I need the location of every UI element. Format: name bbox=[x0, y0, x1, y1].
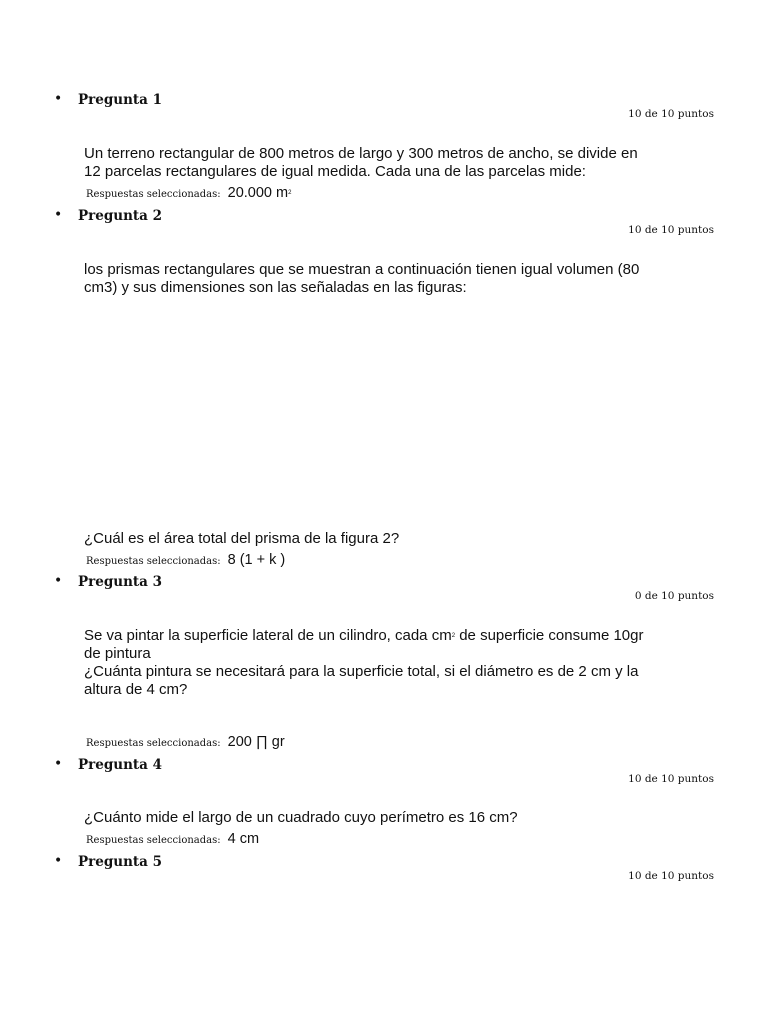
question-score: 10 de 10 puntos bbox=[628, 870, 714, 882]
superscript: 2 bbox=[288, 190, 292, 196]
bullet-icon: • bbox=[54, 91, 63, 107]
question-score: 10 de 10 puntos bbox=[628, 773, 714, 785]
question-header-5 bbox=[54, 854, 714, 894]
question-title: Pregunta 5 bbox=[78, 854, 162, 870]
question-paragraph: Un terreno rectangular de 800 metros de largo y 300 metros de ancho, se divide en 12 parcelas rectangulares de igual medida. Cada una de las parcelas mide: bbox=[84, 145, 638, 180]
answer-row-2 bbox=[86, 551, 285, 569]
answer-value: 4 cm bbox=[227, 831, 260, 847]
question-title: Pregunta 1 bbox=[78, 92, 162, 108]
question-prompt-2 bbox=[84, 530, 644, 548]
answer-row-3 bbox=[86, 733, 285, 751]
answer-value: 8 (1 + k ) bbox=[227, 552, 286, 568]
question-text-3 bbox=[84, 627, 644, 699]
question-paragraph: ¿Cuál es el área total del prisma de la figura 2? bbox=[84, 530, 400, 547]
question-text-4 bbox=[84, 809, 644, 827]
question-score: 0 de 10 puntos bbox=[634, 590, 714, 602]
question-title: Pregunta 3 bbox=[78, 574, 162, 590]
question-title: Pregunta 2 bbox=[78, 208, 162, 224]
bullet-icon: • bbox=[54, 756, 63, 772]
question-paragraph: ¿Cuánto mide el largo de un cuadrado cuyo perímetro es 16 cm? bbox=[84, 809, 518, 826]
question-header-1 bbox=[54, 92, 714, 132]
answer-label: Respuestas seleccionadas: bbox=[86, 738, 221, 749]
answer-label: Respuestas seleccionadas: bbox=[86, 189, 221, 200]
question-title: Pregunta 4 bbox=[78, 757, 162, 773]
bullet-icon: • bbox=[54, 573, 63, 589]
bullet-icon: • bbox=[54, 207, 63, 223]
question-header-2 bbox=[54, 208, 714, 248]
question-paragraph: Se va pintar la superficie lateral de un cilindro, cada $cm^2$ de superficie consume 10gr de pintura bbox=[84, 627, 644, 662]
answer-value: 20.000 $m^2$ bbox=[227, 185, 292, 201]
answer-label: Respuestas seleccionadas: bbox=[86, 556, 221, 567]
question-text-1 bbox=[84, 145, 644, 181]
answer-row-1 bbox=[86, 184, 291, 202]
answer-value: 200 ∏ gr bbox=[227, 734, 285, 750]
question-paragraph: los prismas rectangulares que se muestran a continuación tienen igual volumen (80 cm3) y sus dimensiones son las señaladas en las figuras: bbox=[84, 261, 640, 296]
answer-label: Respuestas seleccionadas: bbox=[86, 835, 221, 846]
question-header-3 bbox=[54, 574, 714, 614]
question-paragraph: ¿Cuánta pintura se necesitará para la superficie total, si el diámetro es de 2 cm y la altura de 4 cm? bbox=[84, 663, 639, 698]
question-header-4 bbox=[54, 757, 714, 797]
question-text-2 bbox=[84, 261, 644, 297]
question-score: 10 de 10 puntos bbox=[628, 108, 714, 120]
bullet-icon: • bbox=[54, 853, 63, 869]
question-score: 10 de 10 puntos bbox=[628, 224, 714, 236]
superscript: 2 bbox=[451, 633, 456, 639]
answer-row-4 bbox=[86, 830, 259, 848]
